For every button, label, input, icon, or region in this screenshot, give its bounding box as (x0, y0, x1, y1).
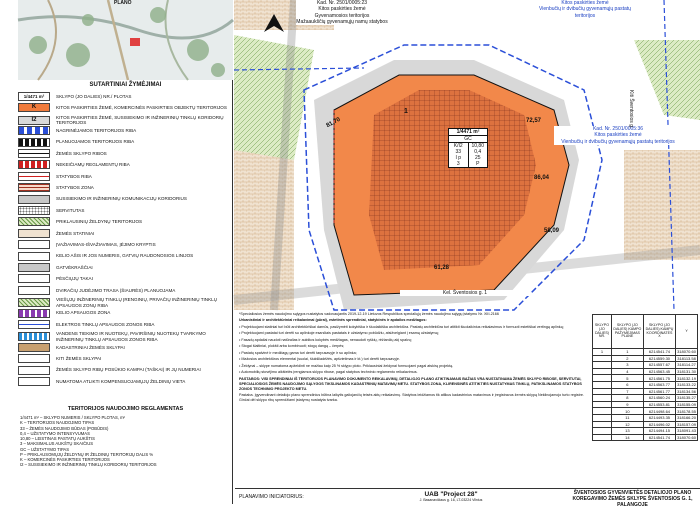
table-cell: 6214541.74 (643, 349, 675, 356)
note-paragraph: • Projektuojami statiniai turi būti architektūriškai darnūs, pasižymėti kokybiška ir šiuolaikiška architektūra. Pastatų architektūra turi atitikti šiuolaikinius reikalavimus ir formuoti estetiškai vertingą aplinką; (239, 324, 564, 329)
regulations-title: TERITORIJOS NAUDOJIMO REGLAMENTAS (67, 406, 184, 412)
company-block (401, 491, 501, 502)
table-cell: 318070.60 (677, 435, 696, 441)
legend-row (18, 115, 233, 126)
plot-box-cell: I p (449, 155, 469, 161)
legend-row (18, 126, 233, 135)
legend-text: KELIO AŠIS IR JOS NUMERIS, GATVIŲ RAUDONOSIOS LINIJOS (56, 253, 194, 259)
table-cell: 3 (611, 362, 643, 369)
legend-swatch (18, 263, 50, 272)
table-cell: 9 (611, 401, 643, 408)
legend-text: KELIO APSAUGOS ZONA (56, 310, 111, 316)
legend-text: VANDENS TIEKIMO IR NUOTEKŲ, PAVIRŠINIŲ NUOTEKŲ TVARKYMO INŽINERINIŲ TINKLŲ APSAUGOS ZONOS RIBA (56, 331, 206, 342)
legend-swatch (18, 354, 50, 363)
legend-text: VIEŠŲJŲ INŽINERINIŲ TINKLŲ ĮRENGINIŲ, PRIVAČIŲ INŽINERINIŲ TINKLŲ APSAUGOS ZONŲ RIBA (56, 297, 218, 308)
legend-swatch (18, 274, 50, 283)
coordinates-header-cell: SKLYPO (JO DALIES) KAMPO PAŽYMĖJIMAS PLANE (611, 315, 643, 349)
note-paragraph: • Projektuojami pastatai turi derėti su aplinkoje esančiais pastatais ir užstatymo pobūdžiu, atsižvelgiant į esamą užstatymą; (239, 331, 439, 336)
table-cell: 7 (611, 388, 643, 395)
table-cell: 6214559.30 (643, 355, 675, 362)
table-cell: 318132.19 (677, 375, 696, 381)
table-cell: 318178.55 (677, 408, 696, 414)
regulation-item: 3 – MAKSIMALUS AUKŠTŲ SKAIČIUS (20, 441, 94, 447)
legend-row (18, 286, 233, 295)
table-cell: 6214561.75 (643, 375, 675, 382)
table-row (593, 421, 698, 428)
table-cell: 14 (611, 434, 643, 441)
legend-row (18, 183, 233, 192)
table-cell: 318135.27 (677, 395, 696, 401)
legend-swatch: 1/4471 m² (18, 92, 50, 101)
coordinates-body (593, 349, 698, 441)
table-row (593, 349, 698, 356)
table-row (593, 408, 698, 415)
legend-row (18, 229, 233, 238)
plot-box-cell: 10,80 (471, 143, 484, 149)
legend-swatch (18, 332, 50, 341)
location-inset-map (18, 0, 233, 80)
dim-label-3: 86,04 (534, 175, 550, 181)
legend-row (18, 309, 233, 318)
legend-swatch: I2 (18, 116, 50, 125)
table-cell: 11 (611, 414, 643, 421)
coordinates-table (592, 314, 700, 504)
legend-text: ĮVAŽIAVIMAS-IŠVAŽIAVIMAS, ĮĖJIMO KRYPTIS (56, 241, 156, 247)
table-cell: 318166.20 (677, 415, 696, 421)
table-cell: 318070.60 (677, 349, 696, 355)
table-cell: 1 (593, 349, 612, 356)
legend-text: KITOS PASKIRTIES ŽEMĖ, SUSISIEKIMO IR INŽINERINIŲ TINKLŲ KORIDORIŲ TERITORIJOS (56, 114, 224, 126)
callout-north-plot-text: Kad. Nr. 2501/0005:23 Kitos paskirties žemė Gyvenamosios teritorijos Mažaaukščių gyvenamųjų namų statybos (296, 0, 388, 25)
note-paragraph: PASTABOS: VISI SPRENDINIAI IŠ TERITORIJOS PLANAVIMO DOKUMENTO REIKALAVIMŲ, DETALIOJO PLANO ATIKTINAMAIS BAŽIAS VRA NUSTATINAMA ŽEMĖS SKLYPO RIBOSE, SERVITUTAI, SPECIALIOSIOS ŽEMĖS NAUDOJIMO SĄLYGOS TIKSLINAMOS KADASTRINIŲ MATAVIMŲ METU. STATYBOS ZONA, KLIRENSINĖS ATITIKTIES NUSTATYMAS TINKLŲ, PATIKSLINAMOS STATYBOS ZONOS TECHNINIO PROJEKTO METU. (239, 376, 582, 391)
regulation-item: K – KOMERCINĖS PASKIRTIES TERITORIJOS (20, 457, 110, 462)
table-row (593, 355, 698, 362)
note-paragraph: • Automobilių stovėjimo aikštelės įrengiamos sklypo ribose, pagal statybos techninio reglamento reikalavimus. (239, 370, 418, 375)
table-cell: 6214561.77 (643, 388, 675, 395)
note-paragraph: • Stogai šlaitiniai, plokšti arba kombinuoti; stogų dangą – čerpės; (239, 344, 345, 349)
table-cell (593, 362, 612, 369)
coordinates-header-cell: SKLYPO (JO DALIES) KAMPŲ KOORDINATĖS X (643, 315, 675, 349)
legend-text: GATVĖKRAŠČIAI (56, 264, 93, 270)
callout-northeast-plot (530, 0, 640, 19)
table-row (593, 388, 698, 395)
legend-text: SUSISIEKIMO IR INŽINERINIŲ KOMUNIKACIJŲ KORIDORIUS (56, 196, 187, 202)
legend-text: ŽEMĖS SKLYPO RIBŲ POSŪKIO KAMPAI (TAŠKAI) IR JŲ NUMERIAI (56, 367, 201, 373)
plan-map (234, 0, 700, 310)
table-cell: 4 (611, 368, 643, 375)
company-name: UAB "Project 28" (424, 491, 478, 498)
coordinates-header-row (593, 315, 698, 349)
table-cell: 318155.09 (677, 402, 696, 408)
callout-northeast-plot-text: Kitos paskirties žemė Vienbučių ir dvibučių gyvenamųjų pastatų teritorijos (539, 0, 631, 19)
table-row (593, 395, 698, 402)
legend-swatch (18, 172, 50, 181)
legend-swatch (18, 366, 50, 375)
dim-label-1: 81,70 (325, 116, 342, 130)
road-label-east: Kiti Šventosios g. (628, 90, 634, 129)
legend-swatch (18, 160, 50, 169)
plot-box-cell: 0,4 (474, 149, 482, 155)
note-paragraph: Urbanistiniai ir architektūriniai reikalavimai (pūrai), estetinės sprendiniai, statybinės ir apdailos medžiagos: (239, 318, 427, 323)
legend-text: ŽEMĖS STATINIAI (56, 230, 95, 236)
table-cell: 5 (611, 375, 643, 382)
coordinates-header-cell: SKLYPO (JO DALIES) NR. (593, 315, 612, 349)
table-cell (593, 408, 612, 415)
note-paragraph: • Fasadų apdailai naudoti natūralias ir aukštos kokybės medžiagas, nenaudoti ryškių, rėžiančių akį spalvų; (239, 337, 412, 342)
coordinates-header-cell: Y (676, 315, 698, 349)
legend-row (18, 331, 233, 342)
regulation-item: 1/4471 m² – SKLYPO NUMERIS / SKLYPO PLOTAS, m² (20, 415, 125, 420)
callout-north-plot (296, 0, 388, 25)
legend-text: KADASTRINIAI ŽEMĖS SKLYPAI (56, 344, 125, 350)
table-cell: 13 (611, 428, 643, 435)
regulation-item: 33 – ŽEMĖS NAUDOJIMO BŪDAS (POBŪDIS) (20, 425, 109, 431)
legend-text: NEKEIČIAMŲ REGLAMENTŲ RIBA (56, 162, 130, 168)
plot-box-rows (449, 143, 487, 167)
table-row (593, 414, 698, 421)
legend-text: SERVITUTAS (56, 207, 85, 213)
table-cell: 6214498.64 (643, 408, 675, 415)
table-cell: 1 (611, 349, 643, 356)
legend-swatch (18, 217, 50, 226)
note-paragraph: *Specialiosios žemės naudojimo sąlygos nustatytos vadovaujantis 2019-12-19 Lietuvos Respublikos specialiųjų žemės naudojimo sąlygų įstatymu Nr. XIII-2166 (239, 312, 499, 316)
table-cell (593, 381, 612, 388)
legend-text: ELEKTROS TINKLŲ APSAUGOS ZONOS RIBA (56, 321, 155, 327)
legend-text: SKLYPO (JO DALIES) NR./ PLOTAS (56, 93, 132, 99)
table-row (593, 428, 698, 435)
note-paragraph: Pastaba. Įgyvendinant detaliojo plano sprendinius būtina laikytis galiojančių teisės aktų reikalavimų. Statybos leidžiamos tik atlikus kadastrinius matavimus ir įregistravus žemės sklypą Nekilnojamojo turto registre. Ginčai dėl sklypo ribų sprendžiami įstatymų nustatyta tvarka. (239, 393, 584, 403)
table-cell: 6 (611, 381, 643, 388)
table-cell (593, 355, 612, 362)
legend-swatch: K (18, 103, 50, 112)
regulation-item: GC – UŽSTATYMO TIPAS (20, 446, 70, 452)
regulation-item: K – TERITORIJOS NAUDOJIMO TIPAS (20, 420, 95, 426)
legend-text: NAGRINĖJAMOS TERITORIJOS RIBA (56, 127, 137, 133)
legend-swatch (18, 195, 50, 204)
table-cell: 6214494.15 (643, 428, 675, 435)
legend-row (18, 138, 233, 147)
legend-row (18, 103, 233, 112)
plot-box-cell: 33 (449, 149, 469, 155)
table-cell: 318091.43 (677, 428, 696, 434)
plot-box-cell: P (476, 161, 480, 167)
plot-box-row (449, 161, 487, 167)
table-row (593, 368, 698, 375)
initiator-label: PLANAVIMO INICIATORIUS: (239, 494, 304, 500)
table-cell: 318134.56 (677, 388, 696, 394)
legend-swatch (18, 126, 50, 135)
legend-title: SUTARTINIAI ŽYMĖJIMAI (89, 82, 162, 88)
table-cell: 12 (611, 421, 643, 428)
legend-row (18, 343, 233, 352)
legend-text: STATYBOS ZONA (56, 184, 94, 190)
table-row (593, 375, 698, 382)
regulation-item: I2 – SUSISIEKIMO IR INŽINERINIŲ TINKLŲ KORIDORIŲ TERITORIJOS (20, 462, 157, 468)
inset-label: PLANO (114, 0, 132, 6)
note-paragraph: • Želdynai – sklype numatoma apželdinti ne mažiau kaip 25 % sklypo ploto. Priklausiniai želdynai formuojami pagal atskirą projektą. (239, 363, 454, 368)
legend-swatch (18, 240, 50, 249)
legend-swatch (18, 252, 50, 261)
table-cell (593, 395, 612, 402)
regulations-list (20, 415, 231, 468)
table-row (593, 401, 698, 408)
table-cell (593, 414, 612, 421)
callout-east-plot-text: Kad. Nr. 2501/0005:36 Kitos paskirties žemė Vienbučių ir dvibučių gyvenamųjų pastatų teritorijos (561, 126, 675, 145)
legend-text: PĖSČIŲJŲ TAKAI (56, 276, 93, 282)
regulation-item: 0,4 – UŽSTATYMO INTENSYVUMAS (20, 430, 90, 436)
table-cell: 6214553.81 (643, 401, 675, 408)
table-cell (593, 401, 612, 408)
legend-text: PRIKLAUSINIŲ ŽELDYNŲ TERITORIJOS (56, 219, 143, 225)
table-row (593, 434, 698, 441)
table-cell: 6214563.45 (643, 368, 675, 375)
legend-row (18, 195, 233, 204)
legend-swatch (18, 298, 50, 307)
plot-box-cell: 3 (449, 161, 469, 167)
legend-row (18, 354, 233, 363)
legend-row (18, 366, 233, 375)
table-cell: 2 (611, 355, 643, 362)
dim-label-2: 72,57 (526, 118, 542, 124)
table-cell: 6214557.67 (643, 362, 675, 369)
legend-row (18, 149, 233, 158)
legend-swatch (18, 149, 50, 158)
table-cell: 10 (611, 408, 643, 415)
legend-row (18, 263, 233, 272)
company-address: J. Basanavičiaus g. 16, LT-03224 Vilnius (419, 498, 483, 502)
table-cell: 6214493.35 (643, 414, 675, 421)
dim-label-5: 61,28 (434, 265, 450, 271)
inset-map-drawing (18, 0, 233, 80)
plan-notes (235, 310, 590, 490)
plot-box-cell: 25 (474, 155, 481, 161)
legend-row (18, 377, 233, 386)
table-cell: 8 (611, 395, 643, 402)
table-cell: 6214560.24 (643, 395, 675, 402)
table-cell: 318157.09 (677, 421, 696, 427)
legend-row (18, 217, 233, 226)
legend-column (18, 0, 233, 504)
table-cell (593, 434, 612, 441)
table-cell: 6214541.74 (643, 434, 675, 441)
table-cell: 318131.30 (677, 369, 696, 375)
legend-text: KITI ŽEMĖS SKLYPAI (56, 355, 102, 361)
callout-east-plot (554, 126, 682, 145)
table-cell: 318133.22 (677, 382, 696, 388)
table-cell (593, 421, 612, 428)
legend-swatch (18, 206, 50, 215)
legend-row (18, 320, 233, 329)
legend-row (18, 172, 233, 181)
table-cell: 318113.58 (677, 355, 696, 361)
plan-title: ŠVENTOSIOS GYVENVIETĖS DETALIOJO PLANO KOREGAVIMO ŽEMĖS SKLYPE ŠVENTOSIOS G. 1, PALANGOJE (572, 490, 693, 508)
legend-swatch (18, 183, 50, 192)
legend-text: NUMATOMA ATLIKTI KOMPENSUOJAMŲJŲ ŽELDINIŲ VIETA (56, 378, 186, 384)
legend-text: STATYBOS RIBA (56, 173, 92, 179)
note-paragraph: • Mažosios architektūros elementai (suolai, šiukšliadėžės, apšvietimas ir kt.) turi derėti tarpusavyje. (239, 357, 400, 362)
table-cell (593, 428, 612, 435)
title-block (235, 488, 700, 508)
table-row (593, 381, 698, 388)
legend-text: KITOS PASKIRTIES ŽEMĖ, KOMERCINĖS PASKIRTIES OBJEKTŲ TERITORIJOS (56, 105, 227, 111)
legend-swatch (18, 286, 50, 295)
legend-text: DVIRAČIŲ JUDĖJIMO TRASA (ŠIAURĖS) PLANUOJAMA (56, 287, 176, 293)
table-cell (593, 375, 612, 382)
legend-swatch (18, 343, 50, 352)
legend-swatch (18, 138, 50, 147)
note-paragraph: • Pastatų spalvinė ir medžiagų gama turi derėti tarpusavyje ir su aplinka; (239, 350, 357, 355)
table-cell (593, 368, 612, 375)
legend-row (18, 206, 233, 215)
regulation-item: P – PRIKLAUSOMŲJŲ ŽELDYNŲ IR ŽELDINIŲ TERITORIJŲ DALIS % (20, 451, 154, 457)
legend-swatch (18, 309, 50, 318)
legend-row (18, 160, 233, 169)
table-cell: 6214496.02 (643, 421, 675, 428)
plot-area: 1/4471 m² (449, 129, 487, 136)
legend-row (18, 274, 233, 283)
legend-swatch (18, 377, 50, 386)
regulation-item: 10,80 – LEISTINAS PASTATŲ AUKŠTIS (20, 436, 95, 441)
legend-swatch (18, 320, 50, 329)
table-cell (593, 388, 612, 395)
legend-text: ŽEMĖS SKLYPO RIBOS (56, 150, 107, 156)
plot-regulation-box (448, 128, 488, 168)
legend-row (18, 240, 233, 249)
table-row (593, 362, 698, 369)
table-cell: 6214563.77 (643, 381, 675, 388)
legend-swatch (18, 229, 50, 238)
plot-box-cell: K/I2 (449, 143, 469, 149)
plot-type: GC (449, 136, 487, 143)
legend-row (18, 92, 233, 101)
legend-row (18, 252, 233, 261)
table-cell: 318114.27 (677, 362, 696, 368)
sklypas-number: 1 (404, 108, 408, 115)
dim-label-4: 58,09 (544, 228, 560, 234)
legend-row (18, 297, 233, 308)
legend-text: PLANUOJAMOS TERITORIJOS RIBA (56, 139, 135, 145)
road-label: Kel. Šventosios g. 1 (400, 290, 530, 296)
